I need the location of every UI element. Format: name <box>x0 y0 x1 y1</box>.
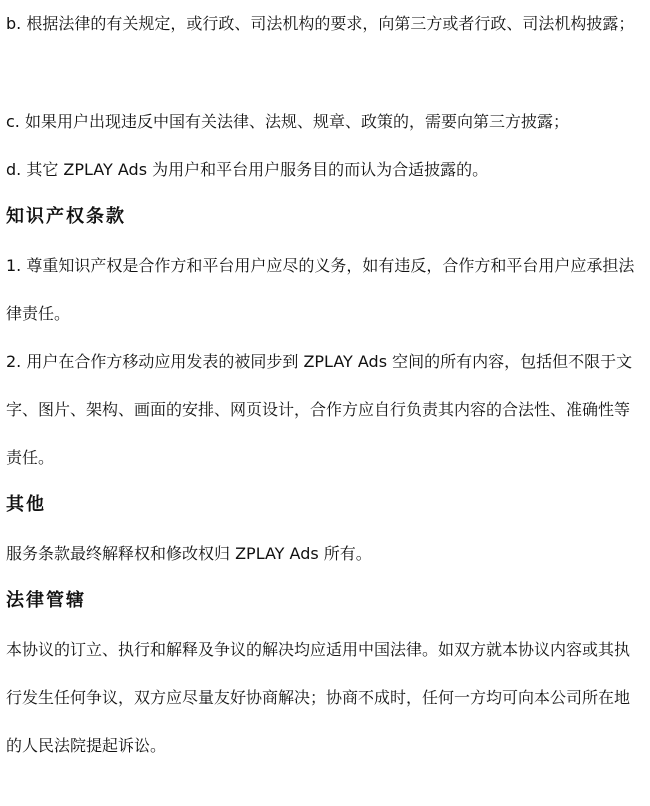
other-paragraph: 服务条款最终解释权和修改权归 ZPLAY Ads 所有。 <box>6 544 372 563</box>
law-paragraph-line-2: 行发生任何争议，双方应尽量友好协商解决；协商不成时，任何一方均可向本公司所在地 <box>6 688 631 707</box>
law-paragraph-line-3: 的人民法院提起诉讼。 <box>6 736 167 755</box>
ip-paragraph-2-line-1: 2. 用户在合作方移动应用发表的被同步到 ZPLAY Ads 空间的所有内容，包括但不限于文 <box>6 352 633 371</box>
law-paragraph-line-1: 本协议的订立、执行和解释及争议的解决均应适用中国法律。如双方就本协议内容或其执 <box>6 640 631 659</box>
ip-paragraph-1-line-1: 1. 尊重知识产权是合作方和平台用户应尽的义务，如有违反，合作方和平台用户应承担法 <box>6 256 635 275</box>
law-section-title: 法律管辖 <box>6 590 86 611</box>
disclosure-item-d: d. 其它 ZPLAY Ads 为用户和平台用户服务目的而认为合适披露的。 <box>6 160 489 179</box>
ip-paragraph-2-line-2: 字、图片、架构、画面的安排、网页设计，合作方应自行负责其内容的合法性、准确性等 <box>6 400 631 419</box>
ip-paragraph-2-line-3: 责任。 <box>6 448 55 467</box>
disclosure-item-c: c. 如果用户出现违反中国有关法律、法规、规章、政策的，需要向第三方披露； <box>6 112 569 131</box>
ip-section-title: 知识产权条款 <box>6 206 126 227</box>
disclosure-item-b: b. 根据法律的有关规定，或行政、司法机构的要求，向第三方或者行政、司法机构披露； <box>6 14 635 33</box>
other-section-title: 其他 <box>6 494 46 515</box>
ip-paragraph-1-line-2: 律责任。 <box>6 304 71 323</box>
